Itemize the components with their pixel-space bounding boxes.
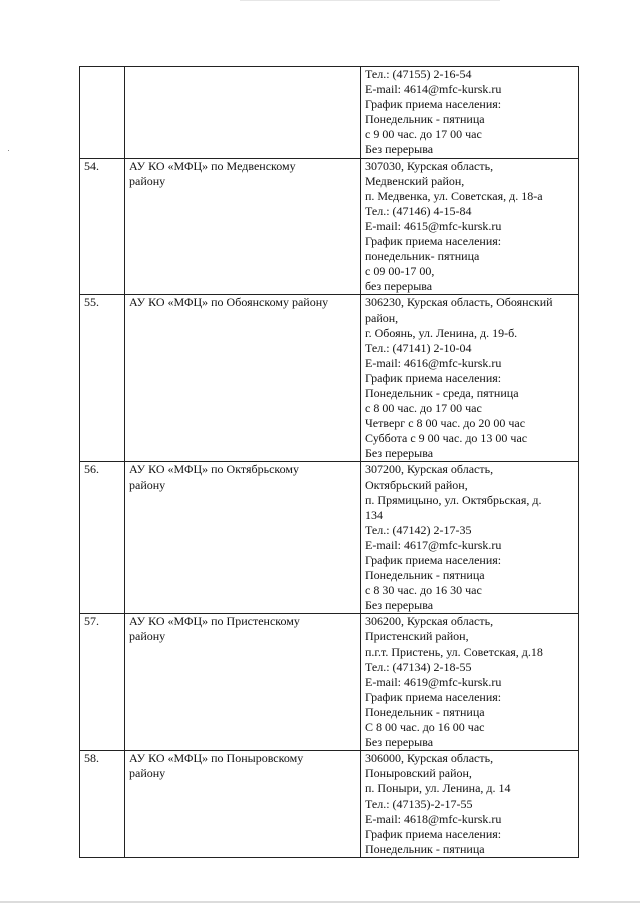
branch-detail-line: Понедельник - пятница [365,112,485,127]
branch-detail-line: E-mail: 4616@mfc-kursk.ru [365,355,502,370]
row-number-cell [80,751,125,858]
branch-detail-line: п. Медвенка, ул. Советская, д. 18-а [365,188,543,203]
branch-detail-line: без перерыва [365,279,433,294]
branch-detail-line: E-mail: 4618@mfc-kursk.ru [365,811,502,826]
row-number-cell [80,462,125,614]
branch-detail-line: 307030, Курская область, [365,158,494,173]
scan-edge-bottom [0,901,640,903]
branch-detail-line: 306200, Курская область, [365,614,494,629]
branch-name-line: району [129,629,166,644]
row-number-cell [80,67,125,159]
branch-name-cell [125,295,361,462]
scan-edge-top [240,0,500,1]
branch-detail-line: С 8 00 час. до 16 00 час [365,720,485,735]
table-row [80,67,579,159]
branch-detail-line: График приема населения: [365,553,502,567]
row-number: 58. [84,751,99,766]
branch-name-cell [125,614,361,751]
branch-detail-line: район, [365,310,399,325]
branch-name-line: АУ КО «МФЦ» по Октябрьскому [129,462,299,477]
branch-detail-line: 306230, Курская область, Обоянский [365,295,553,310]
table-row [80,462,579,614]
branch-detail-line: E-mail: 4614@mfc-kursk.ru [365,82,502,97]
branch-detail-line: г. Обоянь, ул. Ленина, д. 19-б. [365,325,518,340]
branch-details-cell [361,462,579,614]
branch-detail-line: График приема населения: [365,97,502,112]
branch-detail-line: 306000, Курская область, [365,751,494,766]
branch-detail-line: Тел.: (47146) 4-15-84 [365,203,472,218]
branch-detail-line: п. Прямицыно, ул. Октябрьская, д. [365,492,542,507]
row-number-cell [80,614,125,751]
table-row [80,614,579,751]
branch-detail-line: Тел.: (47155) 2-16-54 [365,67,472,81]
scan-speck [8,150,9,151]
branch-detail-line: с 9 00 час. до 17 00 час [365,127,482,142]
branch-name-cell [125,751,361,858]
branch-detail-line: Тел.: (47142) 2-17-35 [365,522,472,537]
branch-detail-line: График приема населения: [365,689,502,704]
branch-details-cell [361,67,579,159]
branch-detail-line: Пристенский район, [365,629,469,644]
branch-detail-line: с 8 30 час. до 16 30 час [365,583,482,598]
branch-detail-line: Без перерыва [365,735,434,750]
branch-detail-line: Тел.: (47141) 2-10-04 [365,340,472,355]
branch-detail-line: E-mail: 4617@mfc-kursk.ru [365,537,502,552]
branch-name-cell [125,158,361,295]
branch-detail-line: Понедельник - пятница [365,841,485,856]
branch-details-cell [361,614,579,751]
row-number-cell [80,158,125,295]
branch-detail-line: График приема населения: [365,826,502,841]
branch-detail-line: п. Поныри, ул. Ленина, д. 14 [365,781,511,796]
branch-detail-line: Тел.: (47134) 2-18-55 [365,659,472,674]
branch-detail-line: 134 [365,507,383,522]
branch-detail-line: Октябрьский район, [365,477,468,492]
branch-name-line: АУ КО «МФЦ» по Пристенскому [129,614,300,629]
branch-detail-line: График приема населения: [365,370,502,385]
branch-name-line: району [129,173,166,188]
branch-detail-line: E-mail: 4619@mfc-kursk.ru [365,674,502,689]
row-number: 57. [84,614,99,629]
branch-detail-line: Понедельник - среда, пятница [365,385,519,400]
branch-name-line: району [129,766,166,781]
branch-name-cell [125,462,361,614]
branch-name-cell [125,67,361,159]
table-row [80,158,579,295]
row-number: 56. [84,462,99,477]
table-row [80,751,579,858]
branch-detail-line: Понедельник - пятница [365,704,485,719]
branch-detail-line: Поныровский район, [365,766,472,781]
branch-name-line: АУ КО «МФЦ» по Поныровскому [129,751,304,766]
mfc-branch-table [79,66,579,858]
branch-detail-line: E-mail: 4615@mfc-kursk.ru [365,218,502,233]
branch-detail-line: Без перерыва [365,142,434,157]
branch-detail-line: Без перерыва [365,446,434,461]
branch-details-cell [361,751,579,858]
table-row [80,295,579,462]
branch-name-line: АУ КО «МФЦ» по Обоянскому району [129,295,329,310]
row-number: 55. [84,295,99,310]
branch-detail-line: п.г.т. Пристень, ул. Советская, д.18 [365,644,543,659]
branch-detail-line: Четверг с 8 00 час. до 20 00 час [365,416,526,431]
row-number-cell [80,295,125,462]
row-number: 54. [84,158,99,173]
branch-detail-line: Тел.: (47135)-2-17-55 [365,796,473,811]
branch-detail-line: Без перерыва [365,598,434,613]
branch-name-line: району [129,477,166,492]
branch-detail-line: Медвенский район, [365,173,465,188]
branch-detail-line: 307200, Курская область, [365,462,494,477]
branch-detail-line: График приема населения: [365,234,502,249]
branch-name-line: АУ КО «МФЦ» по Медвенскому [129,158,296,173]
branch-detail-line: с 8 00 час. до 17 00 час [365,401,482,416]
branch-detail-line: Понедельник - пятница [365,568,485,583]
branch-details-cell [361,158,579,295]
branch-details-cell [361,295,579,462]
table-body [80,67,579,858]
branch-detail-line: Суббота с 9 00 час. до 13 00 час [365,431,528,446]
branch-detail-line: понедельник- пятница [365,249,480,264]
branch-detail-line: с 09 00-17 00, [365,264,435,279]
